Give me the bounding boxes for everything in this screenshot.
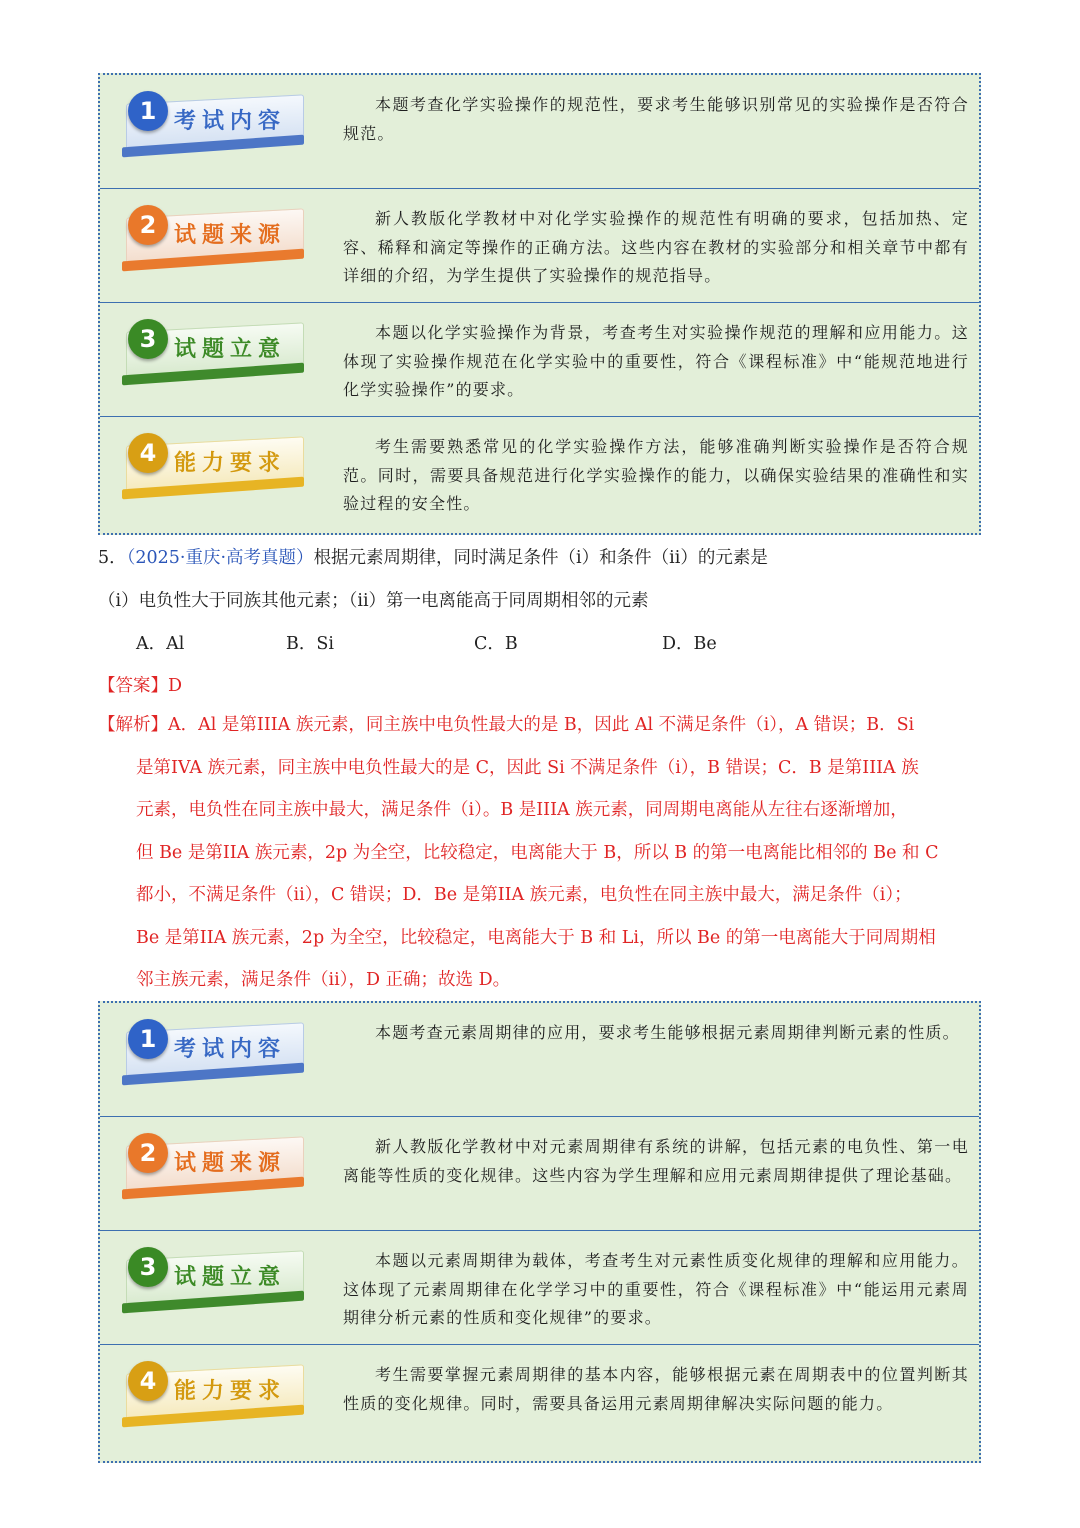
analysis-line: Be 是第IIA 族元素，2p 为全空，比较稳定，电离能大于 B 和 Li，所以 Be 的第一电离能大于同周期相 [136,927,936,948]
badge-label: 试题立意 [174,1265,287,1290]
badge-label: 试题来源 [174,1151,287,1176]
panel-row-question-intent [100,1231,979,1345]
number-4-icon: 4 [128,1361,168,1401]
question-stem [98,544,768,569]
badge-exam-content [122,1019,306,1085]
question-conditions: （i）电负性大于同族其他元素；（ii）第一电离能高于同周期相邻的元素 [98,591,649,611]
row-text: 新人教版化学教材中对元素周期律有系统的讲解，包括元素的电负性、第一电离能等性质的变化规律。这些内容为学生理解和应用元素周期律提供了理论基础。 [343,1137,969,1185]
row-text: 考生需要掌握元素周期律的基本内容，能够根据元素在周期表中的位置判断其性质的变化规律。同时，需要具备运用元素周期律解决实际问题的能力。 [343,1365,969,1413]
analysis-line: 元素，电负性在同主族中最大，满足条件（i）。B 是IIIA 族元素，同周期电离能从左往右逐渐增加， [136,800,908,820]
row-text: 本题以元素周期律为载体，考查考生对元素性质变化规律的理解和应用能力。这体现了元素周期律在化学学习中的重要性，符合《课程标准》中“能运用元素周期律分析元素的性质和变化规律”的要求。 [343,1251,969,1327]
panel-row-question-source [100,189,979,303]
number-1-icon: 1 [128,91,168,131]
badge-label: 能力要求 [174,1379,287,1404]
badge-label: 能力要求 [174,451,287,476]
number-3-icon: 3 [128,319,168,359]
badge-label: 考试内容 [174,109,287,134]
row-text: 本题以化学实验操作为背景，考查考生对实验操作规范的理解和应用能力。这体现了实验操作规范在化学实验中的重要性，符合《课程标准》中“能规范地进行化学实验操作”的要求。 [343,323,969,399]
badge-exam-content [122,91,306,157]
number-2-icon: 2 [128,205,168,245]
analysis-line: 邻主族元素，满足条件（ii），D 正确；故选 D。 [136,970,511,990]
analysis-block [98,704,980,1002]
panel-row-exam-content [100,75,979,189]
analysis-label: 【解析】 [98,715,168,735]
badge-question-intent [122,319,306,385]
answer-value: D [168,676,183,696]
analysis-panel-1 [98,73,981,535]
answer-line [98,672,182,697]
panel-row-question-source [100,1117,979,1231]
answer-label: 【答案】 [98,676,168,696]
analysis-line: A．Al 是第IIIA 族元素，同主族中电负性最大的是 B，因此 Al 不满足条件（i），A 错误；B．Si [168,715,915,735]
panel-row-exam-content [100,1003,979,1117]
question-source: （2025·重庆·高考真题） [126,548,314,568]
number-4-icon: 4 [128,433,168,473]
badge-ability-requirement [122,1361,306,1427]
badge-question-intent [122,1247,306,1313]
analysis-line: 都小，不满足条件（ii），C 错误；D．Be 是第IIA 族元素，电负性在同主族中最大，满足条件（i）； [136,885,912,905]
panel-row-ability-requirement [100,417,979,531]
question-text: 根据元素周期律，同时满足条件（i）和条件（ii）的元素是 [313,548,768,568]
badge-label: 试题立意 [174,337,287,362]
option-d: D．Be [662,634,717,654]
row-text: 本题考查化学实验操作的规范性，要求考生能够识别常见的实验操作是否符合规范。 [343,95,969,143]
option-a: A．Al [136,634,185,654]
number-1-icon: 1 [128,1019,168,1059]
row-text: 新人教版化学教材中对化学实验操作的规范性有明确的要求，包括加热、定容、稀释和滴定等操作的正确方法。这些内容在教材的实验部分和相关章节中都有详细的介绍，为学生提供了实验操作的规范指导。 [343,209,969,285]
analysis-panel-2 [98,1001,981,1463]
row-text: 考生需要熟悉常见的化学实验操作方法，能够准确判断实验操作是否符合规范。同时，需要具备规范进行化学实验操作的能力，以确保实验结果的准确性和实验过程的安全性。 [343,437,969,513]
number-2-icon: 2 [128,1133,168,1173]
badge-question-source [122,1133,306,1199]
panel-row-ability-requirement [100,1345,979,1459]
analysis-line: 是第IVA 族元素，同主族中电负性最大的是 C，因此 Si 不满足条件（i），B 错误；C．B 是第IIIA 族 [136,757,919,778]
question-number: 5． [98,548,127,568]
analysis-line: 但 Be 是第IIA 族元素，2p 为全空，比较稳定，电离能大于 B，所以 B 的第一电离能比相邻的 Be 和 C [136,842,939,863]
badge-label: 试题来源 [174,223,287,248]
badge-question-source [122,205,306,271]
row-text: 本题考查元素周期律的应用，要求考生能够根据元素周期律判断元素的性质。 [375,1023,960,1042]
number-3-icon: 3 [128,1247,168,1287]
badge-label: 考试内容 [174,1037,287,1062]
badge-ability-requirement [122,433,306,499]
option-c: C．B [474,634,518,654]
question-options [136,630,717,655]
panel-row-question-intent [100,303,979,417]
option-b: B．Si [286,634,334,654]
